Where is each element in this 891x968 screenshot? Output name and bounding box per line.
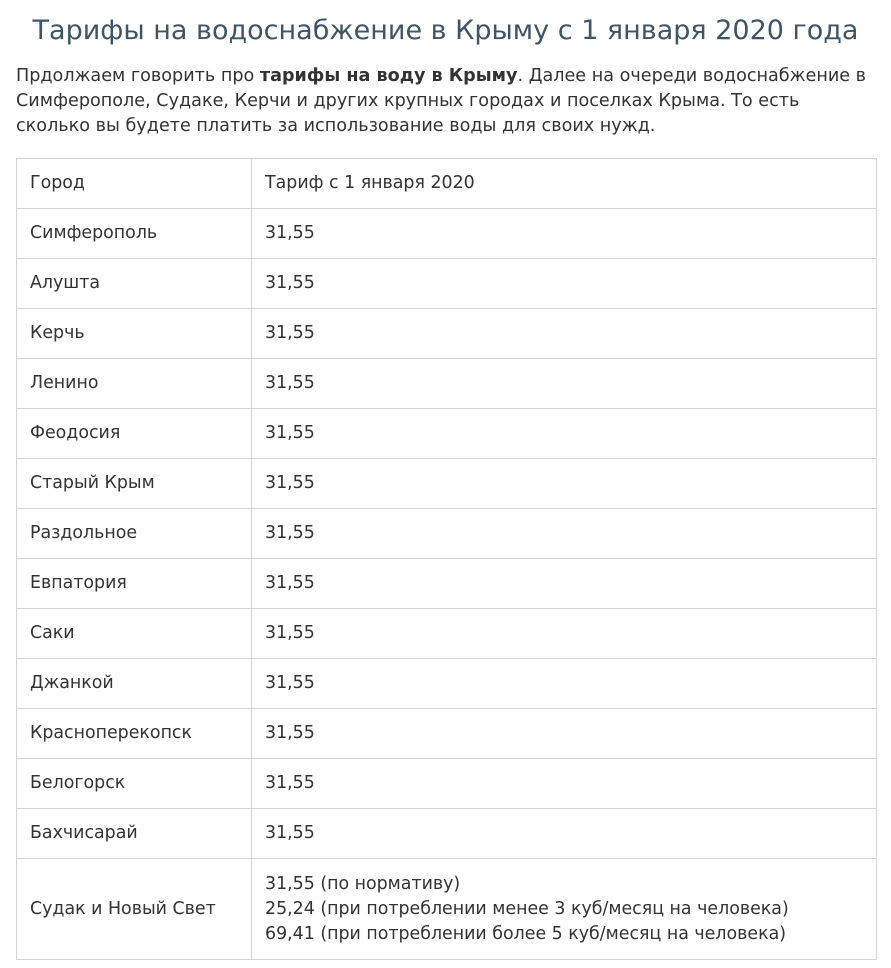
tariff-cell: 31,55 — [252, 759, 877, 809]
city-cell: Красноперекопск — [17, 709, 252, 759]
table-row — [17, 659, 877, 709]
city-cell: Судак и Новый Свет — [17, 859, 252, 960]
table-row — [17, 609, 877, 659]
tariff-line: 69,41 (при потреблении более 5 куб/месяц на человека) — [265, 923, 787, 944]
city-cell: Белогорск — [17, 759, 252, 809]
city-cell: Керчь — [17, 309, 252, 359]
page-title: Тарифы на водоснабжение в Крыму с 1 января 2020 года — [32, 15, 859, 46]
tariff-line: 31,55 (по нормативу) — [265, 873, 461, 894]
table-row — [17, 759, 877, 809]
city-cell: Евпатория — [17, 559, 252, 609]
table-row — [17, 559, 877, 609]
intro-paragraph — [16, 64, 876, 139]
tariff-cell: 31,55 — [252, 309, 877, 359]
city-cell: Бахчисарай — [17, 809, 252, 859]
table-row — [17, 359, 877, 409]
tariff-cell: 31,55 — [252, 809, 877, 859]
table-row — [17, 859, 877, 960]
tariff-cell: 31,55 — [252, 709, 877, 759]
intro-text-end: . Далее на очереди водоснабжение в Симферополе, Судаке, Керчи и других крупных городах и поселках Крыма. То есть сколько вы будете платить за использование воды для своих нужд. — [16, 66, 867, 136]
tariff-cell: 31,55 — [252, 659, 877, 709]
city-cell: Ленино — [17, 359, 252, 409]
table-row — [17, 309, 877, 359]
tariff-cell: 31,55 — [252, 609, 877, 659]
table-row — [17, 509, 877, 559]
table-row — [17, 809, 877, 859]
city-cell: Раздольное — [17, 509, 252, 559]
table-row — [17, 459, 877, 509]
table-header-row — [17, 159, 877, 209]
tariff-cell: 31,55 — [252, 509, 877, 559]
table-row — [17, 709, 877, 759]
tariff-cell: 31,55 — [252, 259, 877, 309]
city-cell: Старый Крым — [17, 459, 252, 509]
tariff-cell: 31,55 — [252, 209, 877, 259]
city-cell: Джанкой — [17, 659, 252, 709]
city-cell: Саки — [17, 609, 252, 659]
table-row — [17, 259, 877, 309]
tariff-cell: 31,55 — [252, 559, 877, 609]
tariff-cell: 31,55 — [252, 409, 877, 459]
city-cell: Алушта — [17, 259, 252, 309]
city-cell: Симферополь — [17, 209, 252, 259]
city-cell: Феодосия — [17, 409, 252, 459]
header-tariff: Тариф с 1 января 2020 — [252, 159, 877, 209]
table-row — [17, 409, 877, 459]
tariff-cell-multi — [252, 859, 877, 960]
tariff-line: 25,24 (при потреблении менее 3 куб/месяц на человека) — [265, 898, 789, 919]
intro-bold-link: тарифы на воду в Крыму — [259, 66, 518, 86]
intro-text-start: Прдолжаем говорить про — [16, 66, 260, 86]
tariff-cell: 31,55 — [252, 359, 877, 409]
header-city: Город — [17, 159, 252, 209]
table-row — [17, 209, 877, 259]
tariff-table — [16, 158, 877, 960]
tariff-cell: 31,55 — [252, 459, 877, 509]
